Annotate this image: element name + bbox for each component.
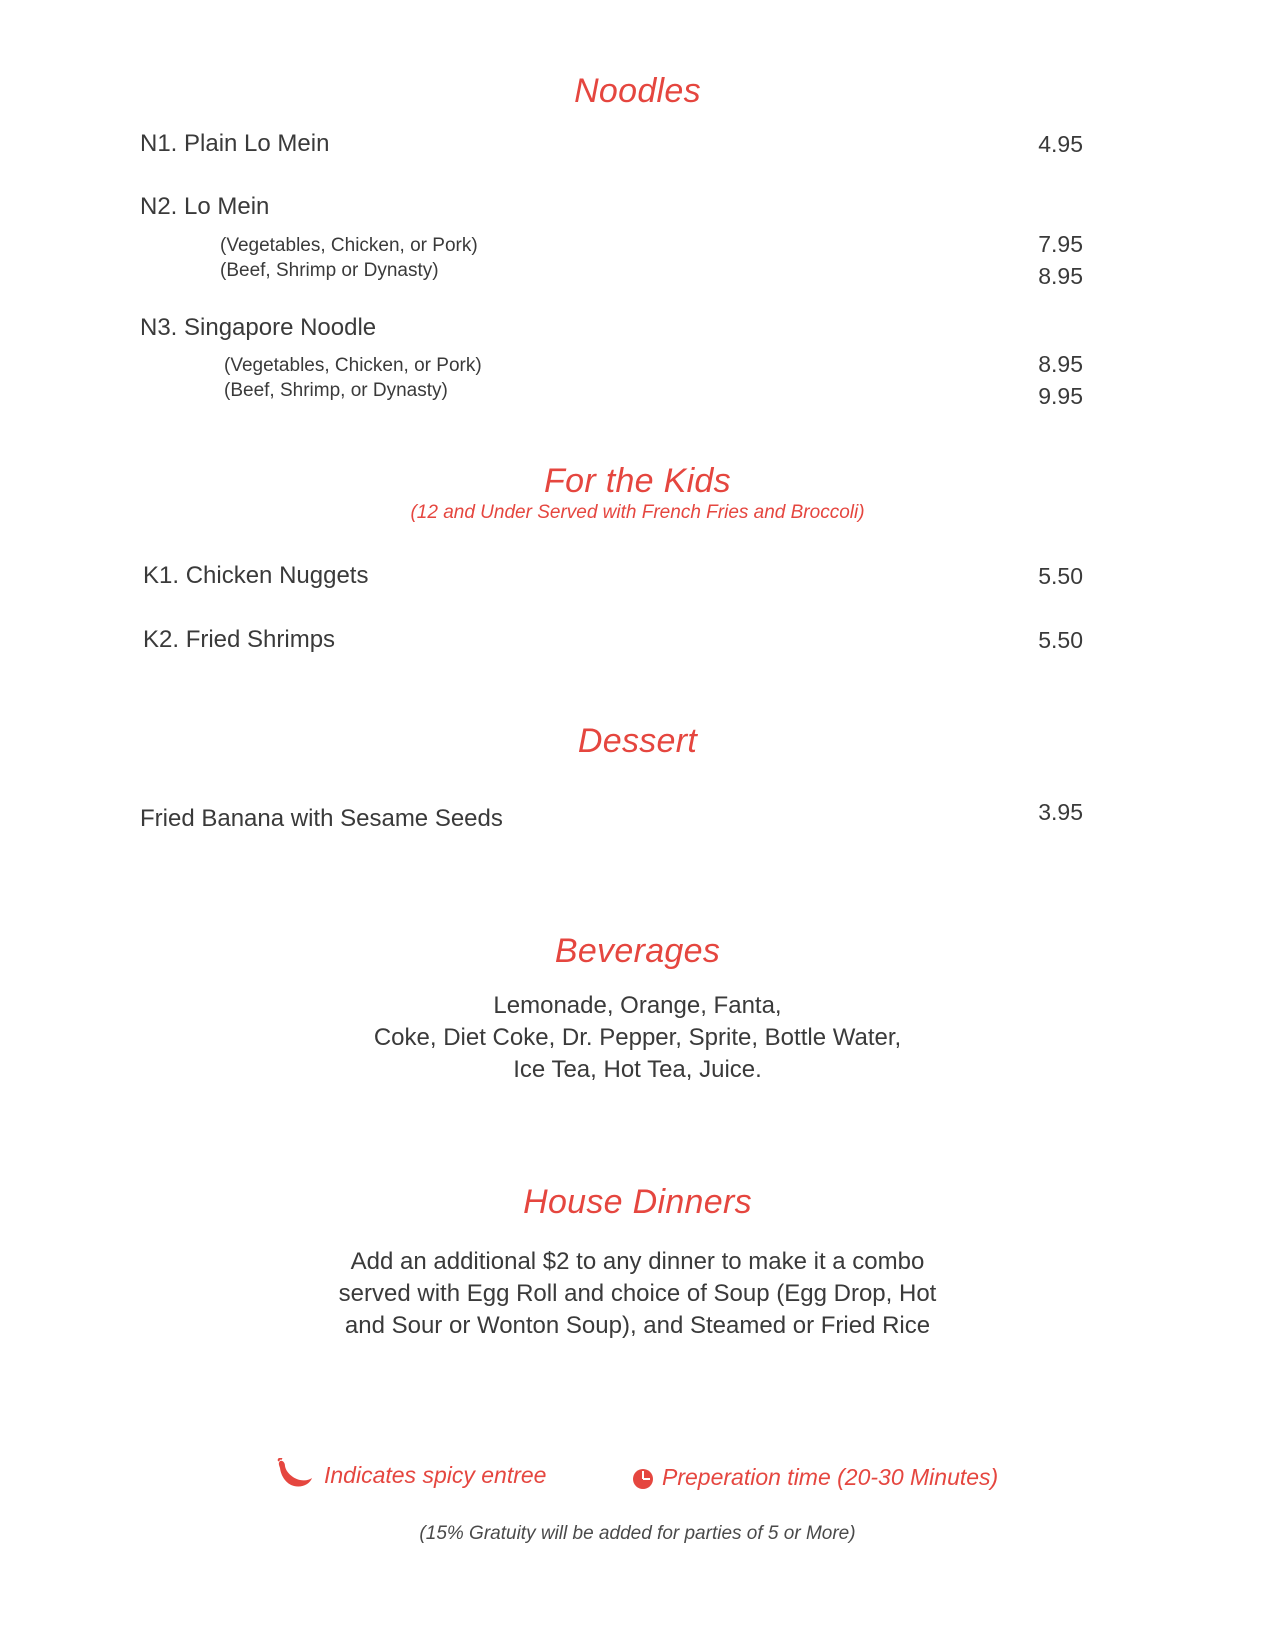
menu-item-n2-name: N2. Lo Mein [140, 193, 270, 220]
menu-item-n1-price: 4.95 [1038, 131, 1083, 157]
menu-item-k1-price: 5.50 [1038, 563, 1083, 589]
house-dinners-title: House Dinners [523, 1183, 752, 1221]
beverages-title: Beverages [554, 932, 721, 970]
menu-item-k1-name: K1. Chicken Nuggets [143, 562, 369, 589]
menu-item-n3-price-2: 9.95 [1038, 383, 1083, 409]
menu-item-n2-option-2: (Beef, Shrimp or Dynasty) [220, 260, 439, 281]
dessert-item-name: Fried Banana with Sesame Seeds [140, 805, 503, 832]
clock-icon [632, 1468, 654, 1495]
beverages-line-2: Coke, Diet Coke, Dr. Pepper, Sprite, Bottle Water, [373, 1024, 902, 1051]
gratuity-footnote: (15% Gratuity will be added for parties of 5 or More) [419, 1523, 856, 1544]
menu-item-n2-price-1: 7.95 [1038, 231, 1083, 257]
noodles-title: Noodles [574, 72, 701, 110]
dessert-title: Dessert [577, 722, 698, 760]
house-dinners-description [0, 1246, 1275, 1342]
menu-item-n3-name: N3. Singapore Noodle [140, 314, 377, 341]
menu-item-n1-name: N1. Plain Lo Mein [140, 130, 330, 157]
preparation-time-legend-text: Preperation time (20-30 Minutes) [662, 1464, 999, 1490]
house-dinners-line-3: and Sour or Wonton Soup), and Steamed or Fried Rice [344, 1312, 931, 1339]
house-dinners-line-2: served with Egg Roll and choice of Soup (Egg Drop, Hot [338, 1280, 937, 1307]
house-dinners-line-1: Add an additional $2 to any dinner to make it a combo [350, 1248, 925, 1275]
menu-item-n2-option-1: (Vegetables, Chicken, or Pork) [220, 235, 478, 256]
beverages-list [0, 990, 1275, 1086]
menu-item-k2-name: K2. Fried Shrimps [143, 626, 336, 653]
menu-item-n3-price-1: 8.95 [1038, 351, 1083, 377]
menu-item-n2-price-2: 8.95 [1038, 263, 1083, 289]
dessert-item-price: 3.95 [1038, 799, 1083, 825]
beverages-line-1: Lemonade, Orange, Fanta, [493, 992, 782, 1019]
kids-subtitle: (12 and Under Served with French Fries and Broccoli) [410, 502, 865, 523]
menu-item-n3-option-2: (Beef, Shrimp, or Dynasty) [224, 380, 448, 401]
kids-title: For the Kids [544, 462, 731, 500]
menu-item-n3-option-1: (Vegetables, Chicken, or Pork) [224, 355, 482, 376]
spicy-legend-text: Indicates spicy entree [324, 1462, 547, 1488]
beverages-line-3: Ice Tea, Hot Tea, Juice. [513, 1056, 762, 1083]
chili-pepper-icon [276, 1458, 314, 1495]
menu-item-k2-price: 5.50 [1038, 627, 1083, 653]
